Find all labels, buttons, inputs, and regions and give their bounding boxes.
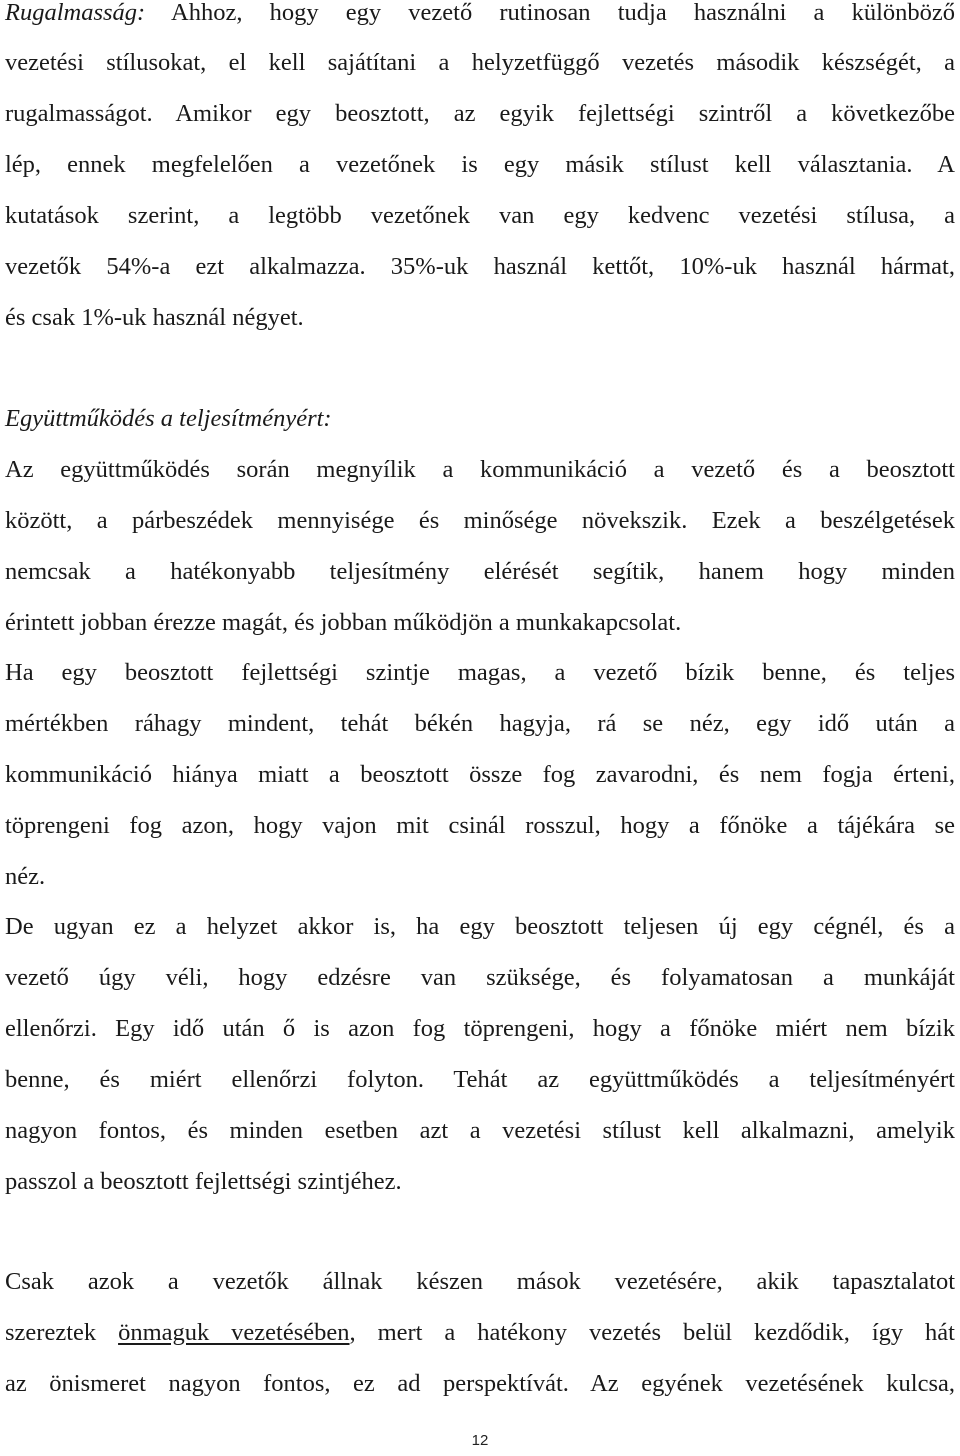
paragraph-line: Rugalmasság: Ahhoz, hogy egy vezető rutinosan tudja használni a különböző	[5, 0, 955, 26]
paragraph-line: szereztek önmaguk vezetésében, mert a hatékony vezetés belül kezdődik, így hát	[5, 1319, 955, 1346]
paragraph-line: rugalmasságot. Amikor egy beosztott, az egyik fejlettségi szintről a következőbe	[5, 100, 955, 127]
paragraph-line: ellenőrzi. Egy idő után ő is azon fog töprengeni, hogy a főnöke miért nem bízik	[5, 1015, 955, 1042]
paragraph-line: érintett jobban érezze magát, és jobban működjön a munkakapcsolat.	[5, 609, 682, 636]
paragraph-line: vezetők 54%-a ezt alkalmazza. 35%-uk használ kettőt, 10%-uk használ hármat,	[5, 253, 955, 280]
paragraph-line: kutatások szerint, a legtöbb vezetőnek van egy kedvenc vezetési stílusa, a	[5, 202, 955, 229]
paragraph-line: néz.	[5, 863, 46, 890]
paragraph-line: benne, és miért ellenőrzi folyton. Tehát az együttműködés a teljesítményért	[5, 1066, 955, 1093]
paragraph-line: mértékben ráhagy mindent, tehát békén hagyja, rá se néz, egy idő után a	[5, 710, 955, 737]
paragraph-line: nemcsak a hatékonyabb teljesítmény elérését segítik, hanem hogy minden	[5, 558, 955, 585]
paragraph-line: nagyon fontos, és minden esetben azt a vezetési stílust kell alkalmazni, amelyik	[5, 1117, 955, 1144]
paragraph-line: az önismeret nagyon fontos, ez ad perspektívát. Az egyének vezetésének kulcsa,	[5, 1370, 955, 1397]
paragraph-line: kommunikáció hiánya miatt a beosztott össze fog zavarodni, és nem fogja érteni,	[5, 761, 955, 788]
page-number: 12	[471, 1432, 489, 1449]
paragraph-line: vezető úgy véli, hogy edzésre van szüksége, és folyamatosan a munkáját	[5, 964, 955, 991]
paragraph-line: Ha egy beosztott fejlettségi szintje magas, a vezető bízik benne, és teljes	[5, 659, 955, 686]
paragraph-line: vezetési stílusokat, el kell sajátítani a helyzetfüggő vezetés második készségét, a	[5, 49, 955, 76]
paragraph-line: passzol a beosztott fejlettségi szintjéhez.	[5, 1168, 402, 1195]
paragraph-line: lép, ennek megfelelően a vezetőnek is egy másik stílust kell választania. A	[5, 151, 955, 178]
paragraph-line: töprengeni fog azon, hogy vajon mit csinál rosszul, hogy a főnöke a tájékára se	[5, 812, 955, 839]
paragraph-line: Az együttműködés során megnyílik a kommunikáció a vezető és a beosztott	[5, 456, 955, 483]
section-label-rugalmassag: Rugalmasság:	[5, 0, 146, 26]
paragraph-line: De ugyan ez a helyzet akkor is, ha egy beosztott teljesen új egy cégnél, és a	[5, 913, 955, 940]
underlined-phrase: önmaguk vezetésében	[118, 1319, 350, 1346]
paragraph-line: között, a párbeszédek mennyisége és minősége növekszik. Ezek a beszélgetések	[5, 507, 955, 534]
paragraph-line: Csak azok a vezetők állnak készen mások vezetésére, akik tapasztalatot	[5, 1268, 955, 1295]
paragraph-line: és csak 1%-uk használ négyet.	[5, 304, 304, 331]
section-heading-egyuttmukodes: Együttműködés a teljesítményért:	[5, 405, 332, 432]
